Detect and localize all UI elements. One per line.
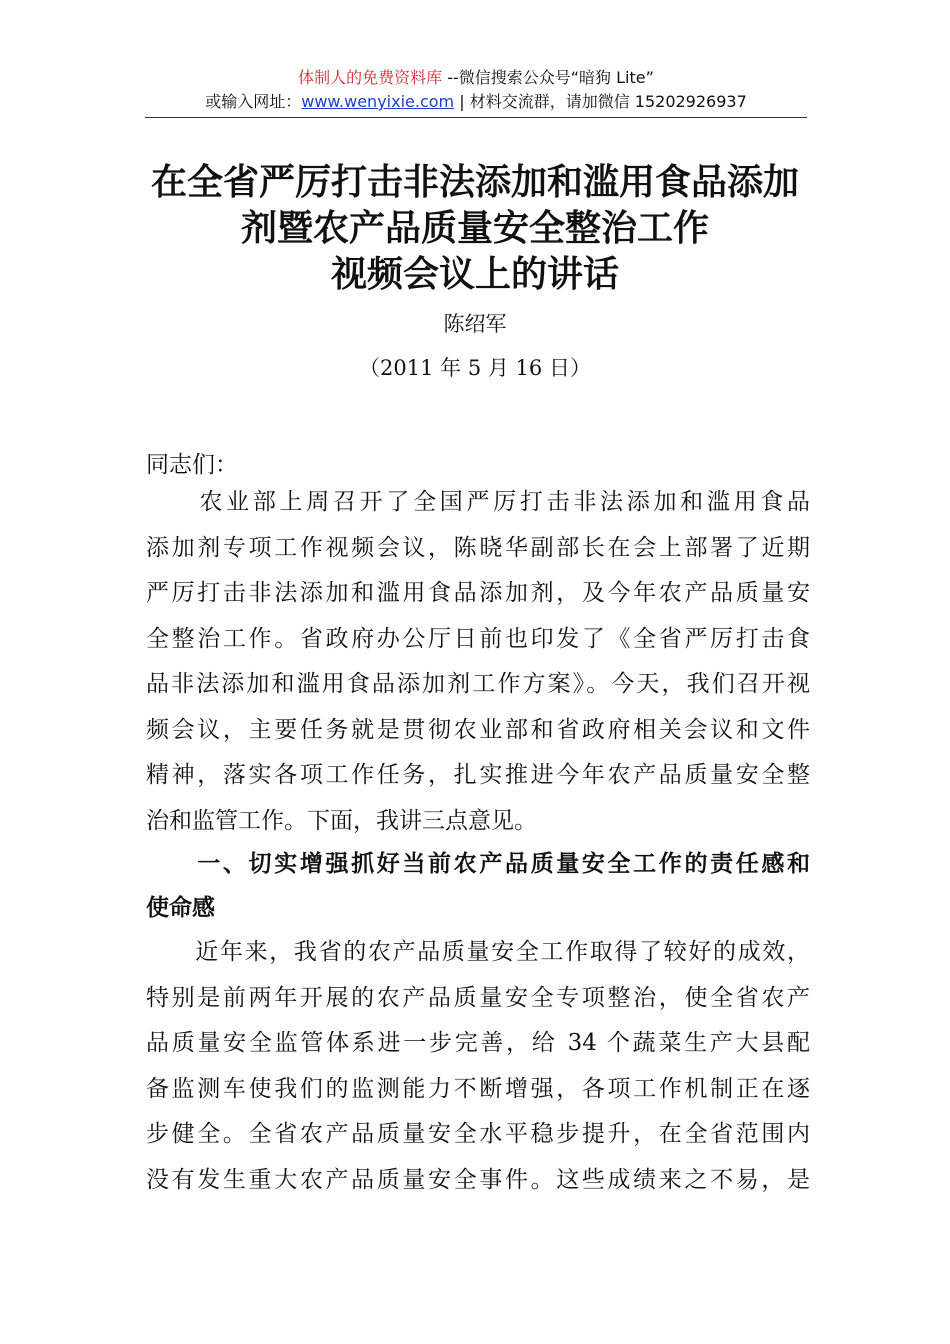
header-line-1 <box>145 66 807 90</box>
search-hint: --微信搜索公众号“暗狗 Lite” <box>442 68 654 87</box>
greeting: 同志们： <box>146 452 238 478</box>
contact-text: | 材料交流群，请加微信 15202926937 <box>454 92 747 111</box>
url-prefix: 或输入网址： <box>205 92 302 111</box>
text-line: 特别是前两年开展的农产品质量安全专项整治，使全省农产 <box>146 984 810 1011</box>
text-line: 精神，落实各项工作任务，扎实推进今年农产品质量安全整 <box>146 762 810 788</box>
heading-line: 一、切实增强抓好当前农产品质量安全工作的责任感和 <box>146 851 810 877</box>
document-title <box>100 160 850 298</box>
text-line: 品质量安全监管体系进一步完善，给 34 个蔬菜生产大县配 <box>146 1030 810 1056</box>
text-line: 品非法添加和滥用食品添加剂工作方案》。今天，我们召开视 <box>146 671 810 697</box>
paragraph-2 <box>146 930 810 1203</box>
text-line: 治和监管工作。下面，我讲三点意见。 <box>146 807 537 834</box>
text-line: 全整治工作。省政府办公厅日前也印发了《全省严厉打击食 <box>146 625 810 652</box>
website-link[interactable]: www.wenyixie.com <box>301 92 455 111</box>
header-divider <box>145 117 807 118</box>
text-line: 步健全。全省农产品质量安全水平稳步提升，在全省范围内 <box>146 1121 810 1147</box>
page-header <box>145 66 807 114</box>
heading-line: 使命感 <box>146 895 215 921</box>
text-line: 没有发生重大农产品质量安全事件。这些成绩来之不易，是 <box>146 1166 810 1193</box>
title-line: 视频会议上的讲话 <box>330 254 619 295</box>
text-line: 农业部上周召开了全国严厉打击非法添加和滥用食品 <box>146 489 810 515</box>
text-line: 近年来，我省的农产品质量安全工作取得了较好的成效， <box>146 939 810 965</box>
text-line: 添加剂专项工作视频会议，陈晓华副部长在会上部署了近期 <box>146 534 810 561</box>
paragraph-1 <box>146 480 810 844</box>
text-line: 备监测车使我们的监测能力不断增强，各项工作机制正在逐 <box>146 1075 810 1102</box>
speech-date: （2011 年 5 月 16 日） <box>359 356 591 380</box>
author-name: 陈绍军 <box>443 312 507 336</box>
header-line-2 <box>145 90 807 114</box>
brand-text: 体制人的免费资料库 <box>298 68 443 87</box>
section-1-heading <box>146 842 810 930</box>
title-line: 在全省严厉打击非法添加和滥用食品添加 <box>150 162 799 203</box>
text-line: 严厉打击非法添加和滥用食品添加剂，及今年农产品质量安 <box>146 580 810 606</box>
title-line: 剂暨农产品质量安全整治工作 <box>240 208 709 249</box>
text-line: 频会议，主要任务就是贯彻农业部和省政府相关会议和文件 <box>146 716 810 743</box>
